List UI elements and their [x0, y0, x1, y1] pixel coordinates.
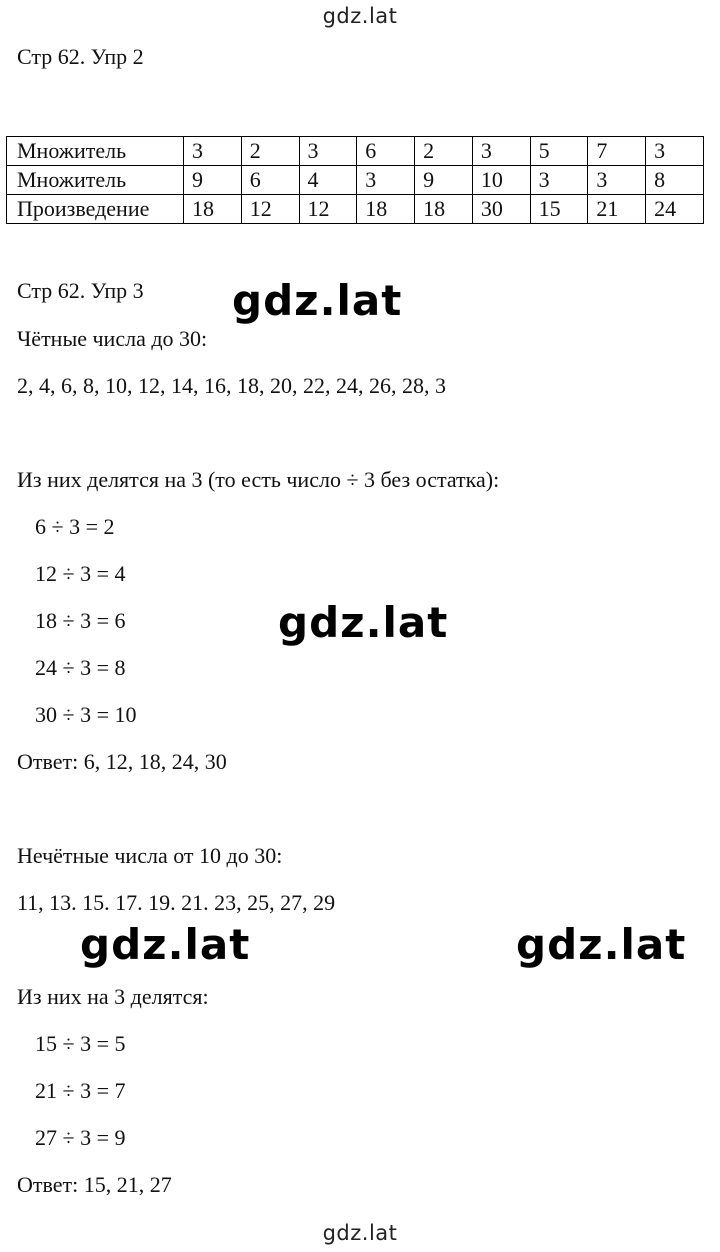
division-line: 27 ÷ 3 = 9: [35, 1125, 126, 1150]
table-row: [7, 195, 704, 224]
table-cell: 6: [241, 166, 299, 195]
table-cell: 6: [357, 137, 415, 166]
even-divisible-title: Из них делятся на 3 (то есть число ÷ 3 без остатка):: [17, 467, 500, 492]
table-cell: 2: [415, 137, 473, 166]
odd-numbers-title: Нечётные числа от 10 до 30:: [17, 843, 283, 868]
table-cell: 3: [357, 166, 415, 195]
table-cell: 4: [299, 166, 357, 195]
table-cell: 12: [299, 195, 357, 224]
odd-answer: Ответ: 15, 21, 27: [17, 1172, 172, 1197]
table-cell: 5: [530, 137, 588, 166]
watermark-large: gdz.lat: [516, 920, 687, 969]
table-cell: 3: [299, 137, 357, 166]
even-answer: Ответ: 6, 12, 18, 24, 30: [17, 749, 227, 774]
division-line: 12 ÷ 3 = 4: [35, 561, 126, 586]
table-cell: 18: [357, 195, 415, 224]
table-cell: 3: [646, 137, 704, 166]
table-cell: 7: [588, 137, 646, 166]
watermark-bottom: gdz.lat: [322, 1221, 398, 1245]
division-line: 21 ÷ 3 = 7: [35, 1078, 126, 1103]
table-row: [7, 137, 704, 166]
table-cell: 2: [241, 137, 299, 166]
odd-divisible-title: Из них на 3 делятся:: [17, 984, 209, 1009]
table-cell: 18: [184, 195, 242, 224]
even-numbers-list: 2, 4, 6, 8, 10, 12, 14, 16, 18, 20, 22, 24, 26, 28, 3: [17, 373, 446, 398]
table-cell: 3: [588, 166, 646, 195]
division-line: 24 ÷ 3 = 8: [35, 655, 126, 680]
ex2-heading: Стр 62. Упр 2: [17, 44, 144, 69]
even-numbers-title: Чётные числа до 30:: [17, 326, 208, 351]
table-cell: 24: [646, 195, 704, 224]
table-cell: 9: [184, 166, 242, 195]
table-cell: 9: [415, 166, 473, 195]
table-cell: 18: [415, 195, 473, 224]
table-row: [7, 166, 704, 195]
division-line: 6 ÷ 3 = 2: [35, 514, 115, 539]
table-row-label: Множитель: [7, 166, 184, 195]
table-row-label: Произведение: [7, 195, 184, 224]
ex3-heading: Стр 62. Упр 3: [17, 278, 144, 303]
watermark-large: gdz.lat: [278, 598, 449, 647]
table-cell: 8: [646, 166, 704, 195]
multiplication-table: [6, 136, 704, 224]
division-line: 30 ÷ 3 = 10: [35, 702, 137, 727]
division-line: 15 ÷ 3 = 5: [35, 1031, 126, 1056]
table-cell: 30: [472, 195, 530, 224]
watermark-large: gdz.lat: [80, 920, 251, 969]
table-cell: 12: [241, 195, 299, 224]
division-line: 18 ÷ 3 = 6: [35, 608, 126, 633]
table-row-label: Множитель: [7, 137, 184, 166]
table-cell: 15: [530, 195, 588, 224]
table-cell: 21: [588, 195, 646, 224]
watermark-top: gdz.lat: [322, 4, 398, 28]
table-cell: 10: [472, 166, 530, 195]
watermark-large: gdz.lat: [232, 276, 403, 325]
odd-numbers-list: 11, 13. 15. 17. 19. 21. 23, 25, 27, 29: [17, 890, 336, 915]
table-cell: 3: [472, 137, 530, 166]
table-cell: 3: [530, 166, 588, 195]
table-cell: 3: [184, 137, 242, 166]
